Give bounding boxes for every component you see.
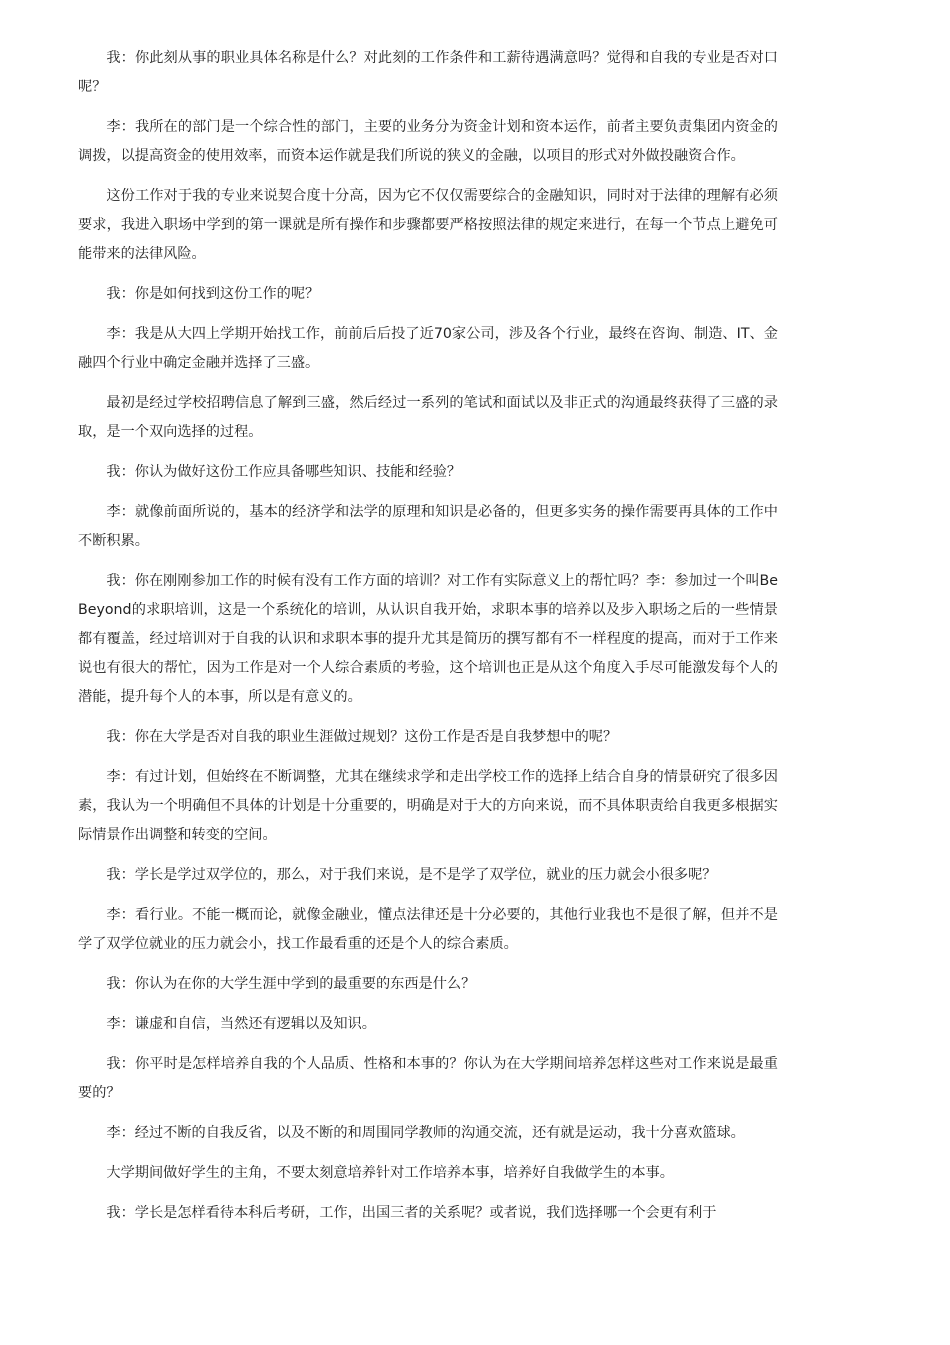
- paragraph: 最初是经过学校招聘信息了解到三盛，然后经过一系列的笔试和面试以及非正式的沟通最终获得了三盛的录取，是一个双向选择的过程。: [78, 395, 778, 440]
- paragraph: 李：看行业。不能一概而论，就像金融业，懂点法律还是十分必要的，其他行业我也不是很了解，但并不是学了双学位就业的压力就会小，找工作最看重的还是个人的综合素质。: [78, 907, 778, 952]
- paragraph: 这份工作对于我的专业来说契合度十分高，因为它不仅仅需要综合的金融知识，同时对于法律的理解有必须要求，我进入职场中学到的第一课就是所有操作和步骤都要严格按照法律的规定来进行，在每一个节点上避免可能带来的法律风险。: [78, 188, 778, 262]
- paragraph: 李：我是从大四上学期开始找工作，前前后后投了近70家公司，涉及各个行业，最终在咨询、制造、IT、金融四个行业中确定金融并选择了三盛。: [78, 326, 778, 371]
- paragraph: 我：你此刻从事的职业具体名称是什么？对此刻的工作条件和工薪待遇满意吗？觉得和自我的专业是否对口呢？: [78, 50, 778, 95]
- paragraph: 李：有过计划，但始终在不断调整，尤其在继续求学和走出学校工作的选择上结合自身的情景研究了很多因素，我认为一个明确但不具体的计划是十分重要的，明确是对于大的方向来说，而不具体职责给自我更多根据实际情景作出调整和转变的空间。: [78, 769, 778, 843]
- paragraph: 我：你认为做好这份工作应具备哪些知识、技能和经验？: [106, 464, 462, 480]
- paragraph: 我：你是如何找到这份工作的呢？: [106, 286, 320, 302]
- paragraph: 李：谦虚和自信，当然还有逻辑以及知识。: [106, 1016, 376, 1032]
- paragraph: 李：就像前面所说的，基本的经济学和法学的原理和知识是必备的，但更多实务的操作需要再具体的工作中不断积累。: [78, 504, 778, 549]
- paragraph: 我：你平时是怎样培养自我的个人品质、性格和本事的？你认为在大学期间培养怎样这些对工作来说是最重要的？: [78, 1056, 778, 1101]
- paragraph: 李：我所在的部门是一个综合性的部门，主要的业务分为资金计划和资本运作，前者主要负责集团内资金的调拨，以提高资金的使用效率，而资本运作就是我们所说的狭义的金融，以项目的形式对外做投融资合作。: [78, 119, 778, 164]
- paragraph: 我：你在刚刚参加工作的时候有没有工作方面的培训？对工作有实际意义上的帮忙吗？李：参加过一个叫BeBeyond的求职培训，这是一个系统化的培训，从认识自我开始，求职本事的培养以及步入职场之后的一些情景都有覆盖，经过培训对于自我的认识和求职本事的提升尤其是简历的撰写都有不一样程度的提高，而对于工作来说也有很大的帮忙，因为工作是对一个人综合素质的考验，这个培训也正是从这个角度入手尽可能激发每个人的潜能，提升每个人的本事，所以是有意义的。: [78, 573, 778, 705]
- paragraph: 我：学长是学过双学位的，那么，对于我们来说，是不是学了双学位，就业的压力就会小很多呢？: [106, 867, 717, 883]
- paragraph: 李：经过不断的自我反省，以及不断的和周围同学教师的沟通交流，还有就是运动，我十分喜欢篮球。: [106, 1125, 745, 1141]
- paragraph: 我：学长是怎样看待本科后考研，工作，出国三者的关系呢？或者说，我们选择哪一个会更有利于: [106, 1205, 717, 1221]
- paragraph: 大学期间做好学生的主角，不要太刻意培养针对工作培养本事，培养好自我做学生的本事。: [106, 1165, 674, 1181]
- paragraph: 我：你在大学是否对自我的职业生涯做过规划？这份工作是否是自我梦想中的呢？: [106, 729, 618, 745]
- document-page: [78, 44, 778, 1239]
- paragraph: 我：你认为在你的大学生涯中学到的最重要的东西是什么？: [106, 976, 476, 992]
